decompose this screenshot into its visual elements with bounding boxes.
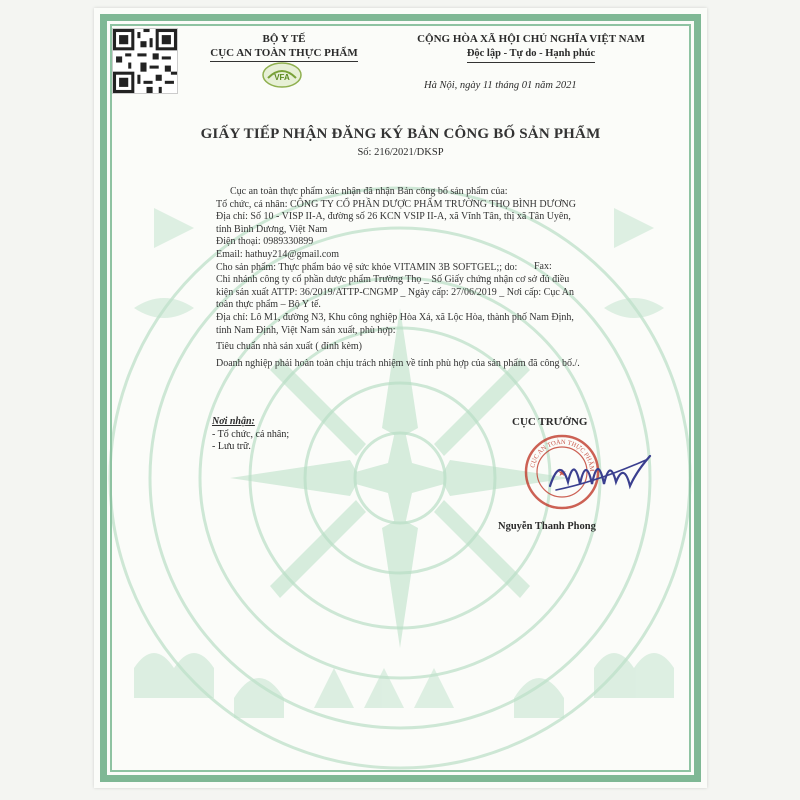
certificate-page	[94, 8, 707, 788]
svg-text:CỤC AN TOÀN THỰC PHẨM: CỤC AN TOÀN THỰC PHẨM	[529, 438, 596, 473]
standard: Tiêu chuẩn nhà sản xuất ( đính kèm)	[216, 341, 362, 353]
national-motto: Độc lập - Tự do - Hạnh phúc	[467, 47, 595, 63]
responsibility-statement: Doanh nghiệp phải hoàn toàn chịu trách nhiệm về tính phù hợp của sản phẩm đã công bố./.	[216, 357, 580, 369]
recipient-item: - Lưu trữ.	[212, 441, 251, 452]
certificate-body	[216, 186, 686, 370]
address-line-1: Địa chỉ: Số 10 - VISP II-A, đường số 26 KCN VSIP II-A, xã Vĩnh Tân, thị xã Tân Uyên,	[216, 211, 571, 223]
manufacturer-address-2: tỉnh Nam Định, Việt Nam sản xuất, phù hợp:	[216, 324, 396, 336]
handwritten-signature	[546, 448, 656, 498]
address-line-2: tỉnh Bình Dương, Việt Nam	[216, 223, 328, 235]
svg-text:VFA: VFA	[274, 73, 290, 82]
recipient-item: - Tổ chức, cá nhân;	[212, 428, 290, 440]
document-title: GIẤY TIẾP NHẬN ĐĂNG KÝ BẢN CÔNG BỐ SẢN PHẨM	[200, 126, 601, 142]
organization: Tổ chức, cá nhân: CÔNG TY CỔ PHẦN DƯỢC PHẨM TRƯỜNG THỌ BÌNH DƯƠNG	[216, 198, 576, 210]
signer-name: Nguyễn Thanh Phong	[498, 521, 596, 532]
issue-date: Hà Nội, ngày 11 tháng 01 năm 2021	[424, 80, 577, 91]
country-name: CỘNG HÒA XÃ HỘI CHỦ NGHĨA VIỆT NAM	[417, 33, 645, 45]
email: Email: hathuy214@gmail.com	[216, 248, 340, 260]
manufacturer-line-1: Chi nhánh công ty cổ phần dược phẩm Trường Thọ _ Số Giấy chứng nhận cơ sở đủ điều	[216, 274, 570, 286]
manufacturer-address-1: Địa chỉ: Lô M1, đường N3, Khu công nghiệp Hòa Xá, xã Lộc Hòa, thành phố Nam Định,	[216, 311, 574, 323]
svg-text:★: ★	[557, 468, 567, 479]
recipients-label: Nơi nhận:	[212, 416, 255, 427]
manufacturer-line-2: kiện sản xuất ATTP: 36/2019/ATTP-CNGMP _ Ngày cấp: 27/06/2019 _ Nơi cấp: Cục An	[216, 286, 574, 298]
intro-text: Cục an toàn thực phẩm xác nhận đã nhận Bản công bố sản phẩm của:	[230, 186, 508, 197]
manufacturer-line-3: toàn thực phẩm – Bộ Y tế.	[216, 299, 321, 311]
product-line: Cho sản phẩm: Thực phẩm bảo vệ sức khỏe VITAMIN 3B SOFTGEL;; do:	[216, 261, 518, 273]
signer-title: CỤC TRƯỞNG	[512, 416, 588, 428]
issuing-authority	[184, 32, 384, 62]
vfa-logo	[262, 62, 302, 88]
recipients	[212, 416, 289, 454]
document-number: Số: 216/2021/DKSP	[357, 147, 444, 158]
agency-name: CỤC AN TOÀN THỰC PHẨM	[210, 46, 358, 62]
qr-code	[112, 28, 178, 94]
ministry-name: BỘ Y TẾ	[262, 33, 306, 45]
phone: Điện thoại: 0989330899	[216, 236, 314, 248]
fax: Fax:	[534, 261, 552, 272]
national-header	[376, 32, 686, 63]
